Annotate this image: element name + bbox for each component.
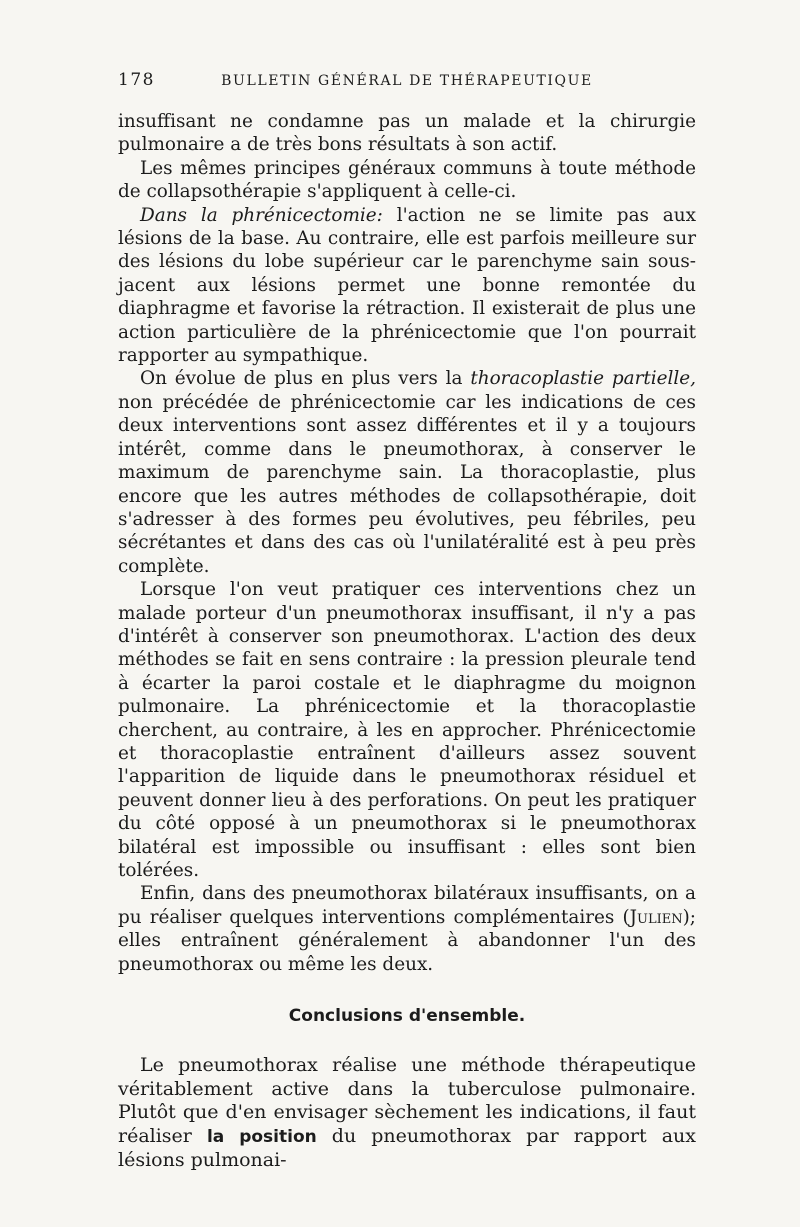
conclusion-bold: la position	[206, 1126, 317, 1147]
paragraph-4	[118, 367, 696, 578]
conclusion-block	[118, 1054, 696, 1173]
paragraph-3	[118, 204, 696, 368]
paragraph-6	[118, 882, 696, 976]
section-title: Conclusions d'ensemble.	[288, 1006, 526, 1027]
conclusion-paragraph	[118, 1054, 696, 1173]
running-head: BULLETIN GÉNÉRAL DE THÉRAPEUTIQUE	[221, 73, 593, 89]
paragraph-6-text: ); elles entraînent généralement à abandonner l'un des pneumothorax ou même les deux.	[118, 906, 696, 975]
paragraph-3-italic: Dans la phrénicectomie:	[140, 204, 383, 226]
page	[118, 70, 696, 1173]
paragraph-5-text: Lorsque l'on veut pratiquer ces interventions chez un malade porteur d'un pneumothorax insuffisant, il n'y a pas d'intérêt à conserver son pneumothorax. L'action des deux méthodes se fait en sens contraire : la pression pleurale tend à écarter la paroi costale et le diaphragme du moignon pulmonaire. La phrénicectomie et la thoracoplastie cherchent, au contraire, à les en approcher. Phrénicectomie et thoracoplastie entraînent d'ailleurs assez souvent l'apparition de liquide dans le pneumothorax résiduel et peuvent donner lieu à des perforations. On peut les pratiquer du côté opposé à un pneumothorax si le pneumothorax bilatéral est impossible ou insuffisant : elles sont bien tolérées.	[118, 579, 696, 881]
page-number: 178	[118, 70, 155, 90]
paragraph-6-start: Enfin, dans des pneumothorax bilatéraux insuffisants, on a pu réaliser quelques interventions complémentaires (	[118, 883, 696, 928]
paragraph-1	[118, 110, 696, 157]
conclusion-text-start: Le pneumothorax réalise une méthode thérapeutique véritablement active dans la tuberculose pulmonaire. Plutôt que d'en envisager sèchement les indications, il faut réaliser	[118, 1054, 696, 1147]
paragraph-2-text: Les mêmes principes généraux communs à toute méthode de collapsothérapie s'appliquent à celle-ci.	[118, 157, 696, 203]
author-name: Julien	[629, 906, 683, 928]
paragraph-2	[118, 157, 696, 204]
conclusion-text-rest: du pneumothorax par rapport aux lésions pulmonai-	[118, 1124, 696, 1172]
page-header	[118, 70, 696, 110]
paragraph-1-text: insuffisant ne condamne pas un malade et la chirurgie pulmonaire a de très bons résultats à son actif.	[118, 111, 696, 156]
paragraph-3-text: l'action ne se limite pas aux lésions de la base. Au contraire, elle est parfois meilleure sur des lésions du lobe supérieur car le parenchyme sain sous-jacent aux lésions permet une bonne remontée du diaphragme et favorise la rétraction. Il existerait de plus une action particulière de la phrénicectomie que l'on pourrait rapporter au sympathique.	[118, 204, 696, 367]
paragraph-4-text: non précédée de phrénicectomie car les indications de ces deux interventions sont assez différentes et il y a toujours intérêt, comme dans le pneumothorax, à conserver le maximum de parenchyme sain. La thoracoplastie, plus encore que les autres méthodes de collapsothérapie, doit s'adresser à des formes peu évolutives, peu fébriles, peu sécrétantes et dans des cas où l'unilatéralité est à peu près complète.	[118, 391, 696, 577]
paragraph-5	[118, 578, 696, 882]
body-text	[118, 110, 696, 976]
paragraph-4-start: On évolue de plus en plus vers la	[140, 368, 471, 390]
paragraph-4-italic: thoracoplastie partielle,	[470, 368, 697, 390]
